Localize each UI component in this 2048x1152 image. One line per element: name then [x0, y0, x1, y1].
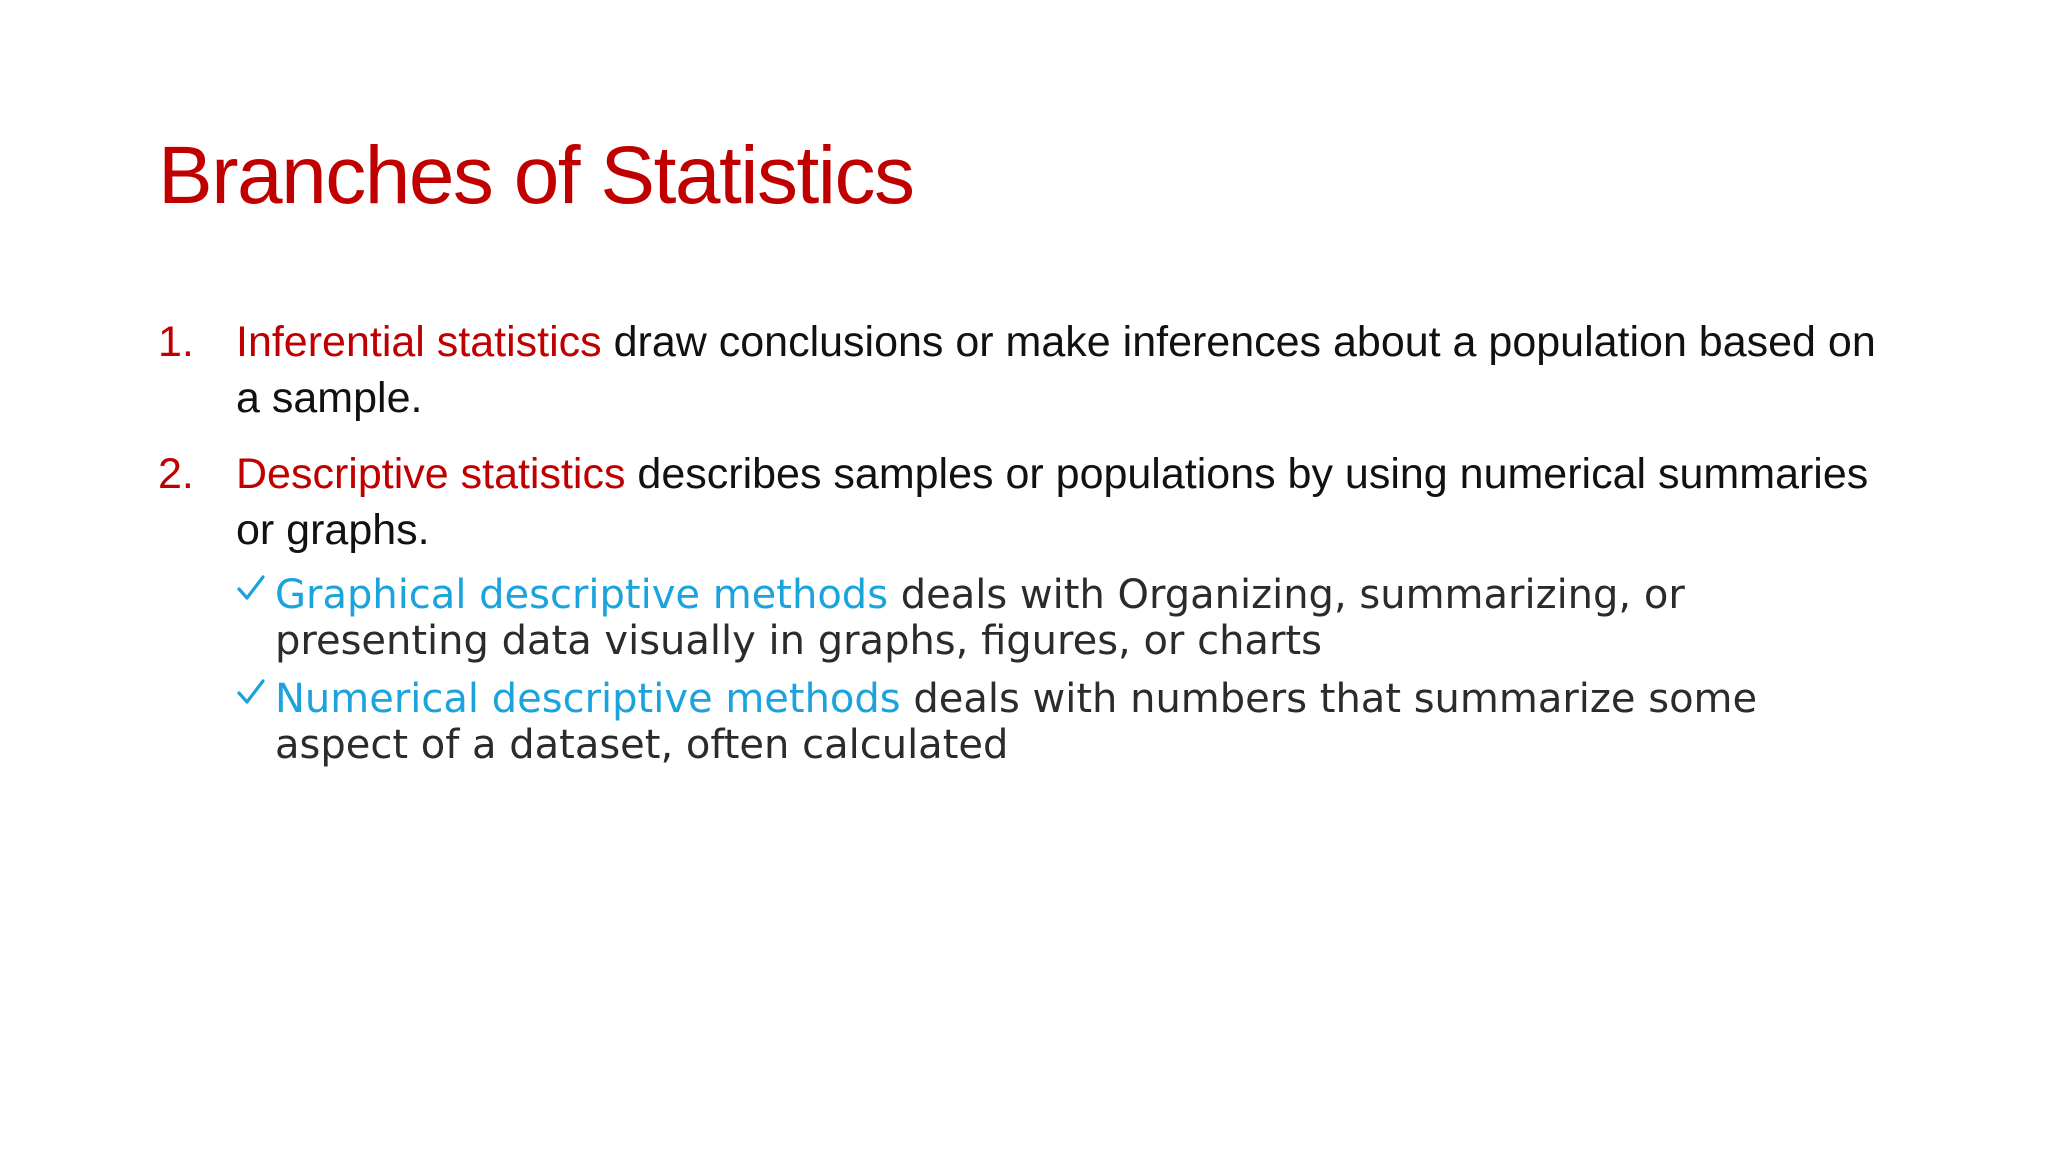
descriptive-methods-list: [236, 572, 1878, 768]
term-inferential-statistics: Inferential statistics: [236, 318, 602, 366]
term-descriptive-statistics: Descriptive statistics: [236, 450, 626, 498]
branches-list: [158, 314, 1878, 788]
list-item-descriptive: [158, 446, 1878, 768]
sub-item-description: deals with Organizing, summarizing, or presenting data visually in graphs, figures, or charts: [275, 572, 1685, 664]
item-number: 2.: [158, 450, 194, 498]
item-description: draw conclusions or make inferences about a population based on a sample.: [236, 318, 1876, 422]
slide-title: Branches of Statistics: [158, 130, 914, 221]
checkmark-icon: [236, 572, 268, 608]
term-numerical-methods: Numerical descriptive methods: [275, 676, 901, 722]
item-number: 1.: [158, 318, 194, 366]
sub-item-numerical: [236, 676, 1878, 768]
term-graphical-methods: Graphical descriptive methods: [275, 572, 889, 618]
sub-item-graphical: [236, 572, 1878, 664]
sub-item-description: deals with numbers that summarize some aspect of a dataset, often calculated: [275, 676, 1758, 768]
item-description: describes samples or populations by using numerical summaries or graphs.: [236, 450, 1869, 554]
checkmark-icon: [236, 676, 268, 712]
list-item-inferential: [158, 314, 1878, 426]
